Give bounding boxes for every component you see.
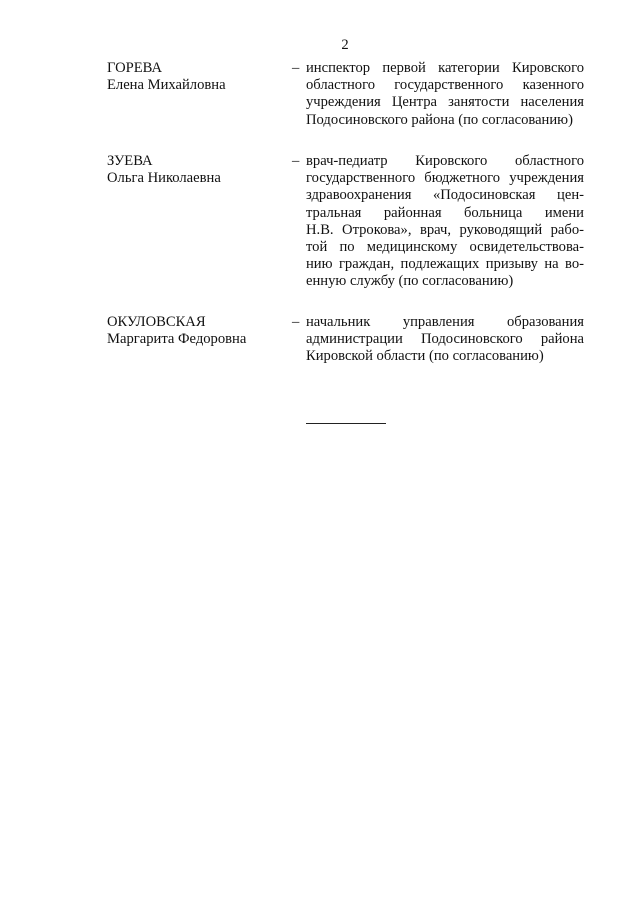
position-line: тральная районная больница имени xyxy=(306,204,584,221)
position-line: Кировской области (по согласованию) xyxy=(306,348,544,365)
member-given-names: Ольга Николаевна xyxy=(107,170,221,186)
position-line: нию граждан, подлежащих призыву на во- xyxy=(306,256,584,273)
position-line: инспектор первой категории Кировского xyxy=(306,60,584,76)
member-position xyxy=(306,314,584,366)
page-number: 2 xyxy=(341,37,349,53)
position-line: областного государственного казенного xyxy=(306,77,584,94)
member-given-names: Елена Михайловна xyxy=(107,77,226,93)
member-surname: ЗУЕВА xyxy=(107,153,153,169)
position-line: учреждения Центра занятости населения xyxy=(306,94,584,111)
position-line: Н.В. Отрокова», врач, руководящий рабо- xyxy=(306,221,584,238)
separator-dash: – xyxy=(292,153,300,169)
position-line: начальник управления образования xyxy=(306,314,584,330)
closing-rule xyxy=(306,423,386,424)
member-surname: ГОРЕВА xyxy=(107,60,162,76)
position-line: врач-педиатр Кировского областного xyxy=(306,153,584,169)
member-position xyxy=(306,153,584,291)
member-given-names: Маргарита Федоровна xyxy=(107,331,247,347)
separator-dash: – xyxy=(292,60,300,76)
member-position xyxy=(306,60,584,129)
position-line: администрации Подосиновского района xyxy=(306,331,584,348)
position-line: государственного бюджетного учреждения xyxy=(306,170,584,187)
position-line: здравоохранения «Подосиновская цен- xyxy=(306,187,584,204)
member-surname: ОКУЛОВСКАЯ xyxy=(107,314,206,330)
position-line: енную службу (по согласованию) xyxy=(306,273,514,290)
separator-dash: – xyxy=(292,314,300,330)
position-line: той по медицинскому освидетельствова- xyxy=(306,239,584,256)
position-line: Подосиновского района (по согласованию) xyxy=(306,111,573,128)
